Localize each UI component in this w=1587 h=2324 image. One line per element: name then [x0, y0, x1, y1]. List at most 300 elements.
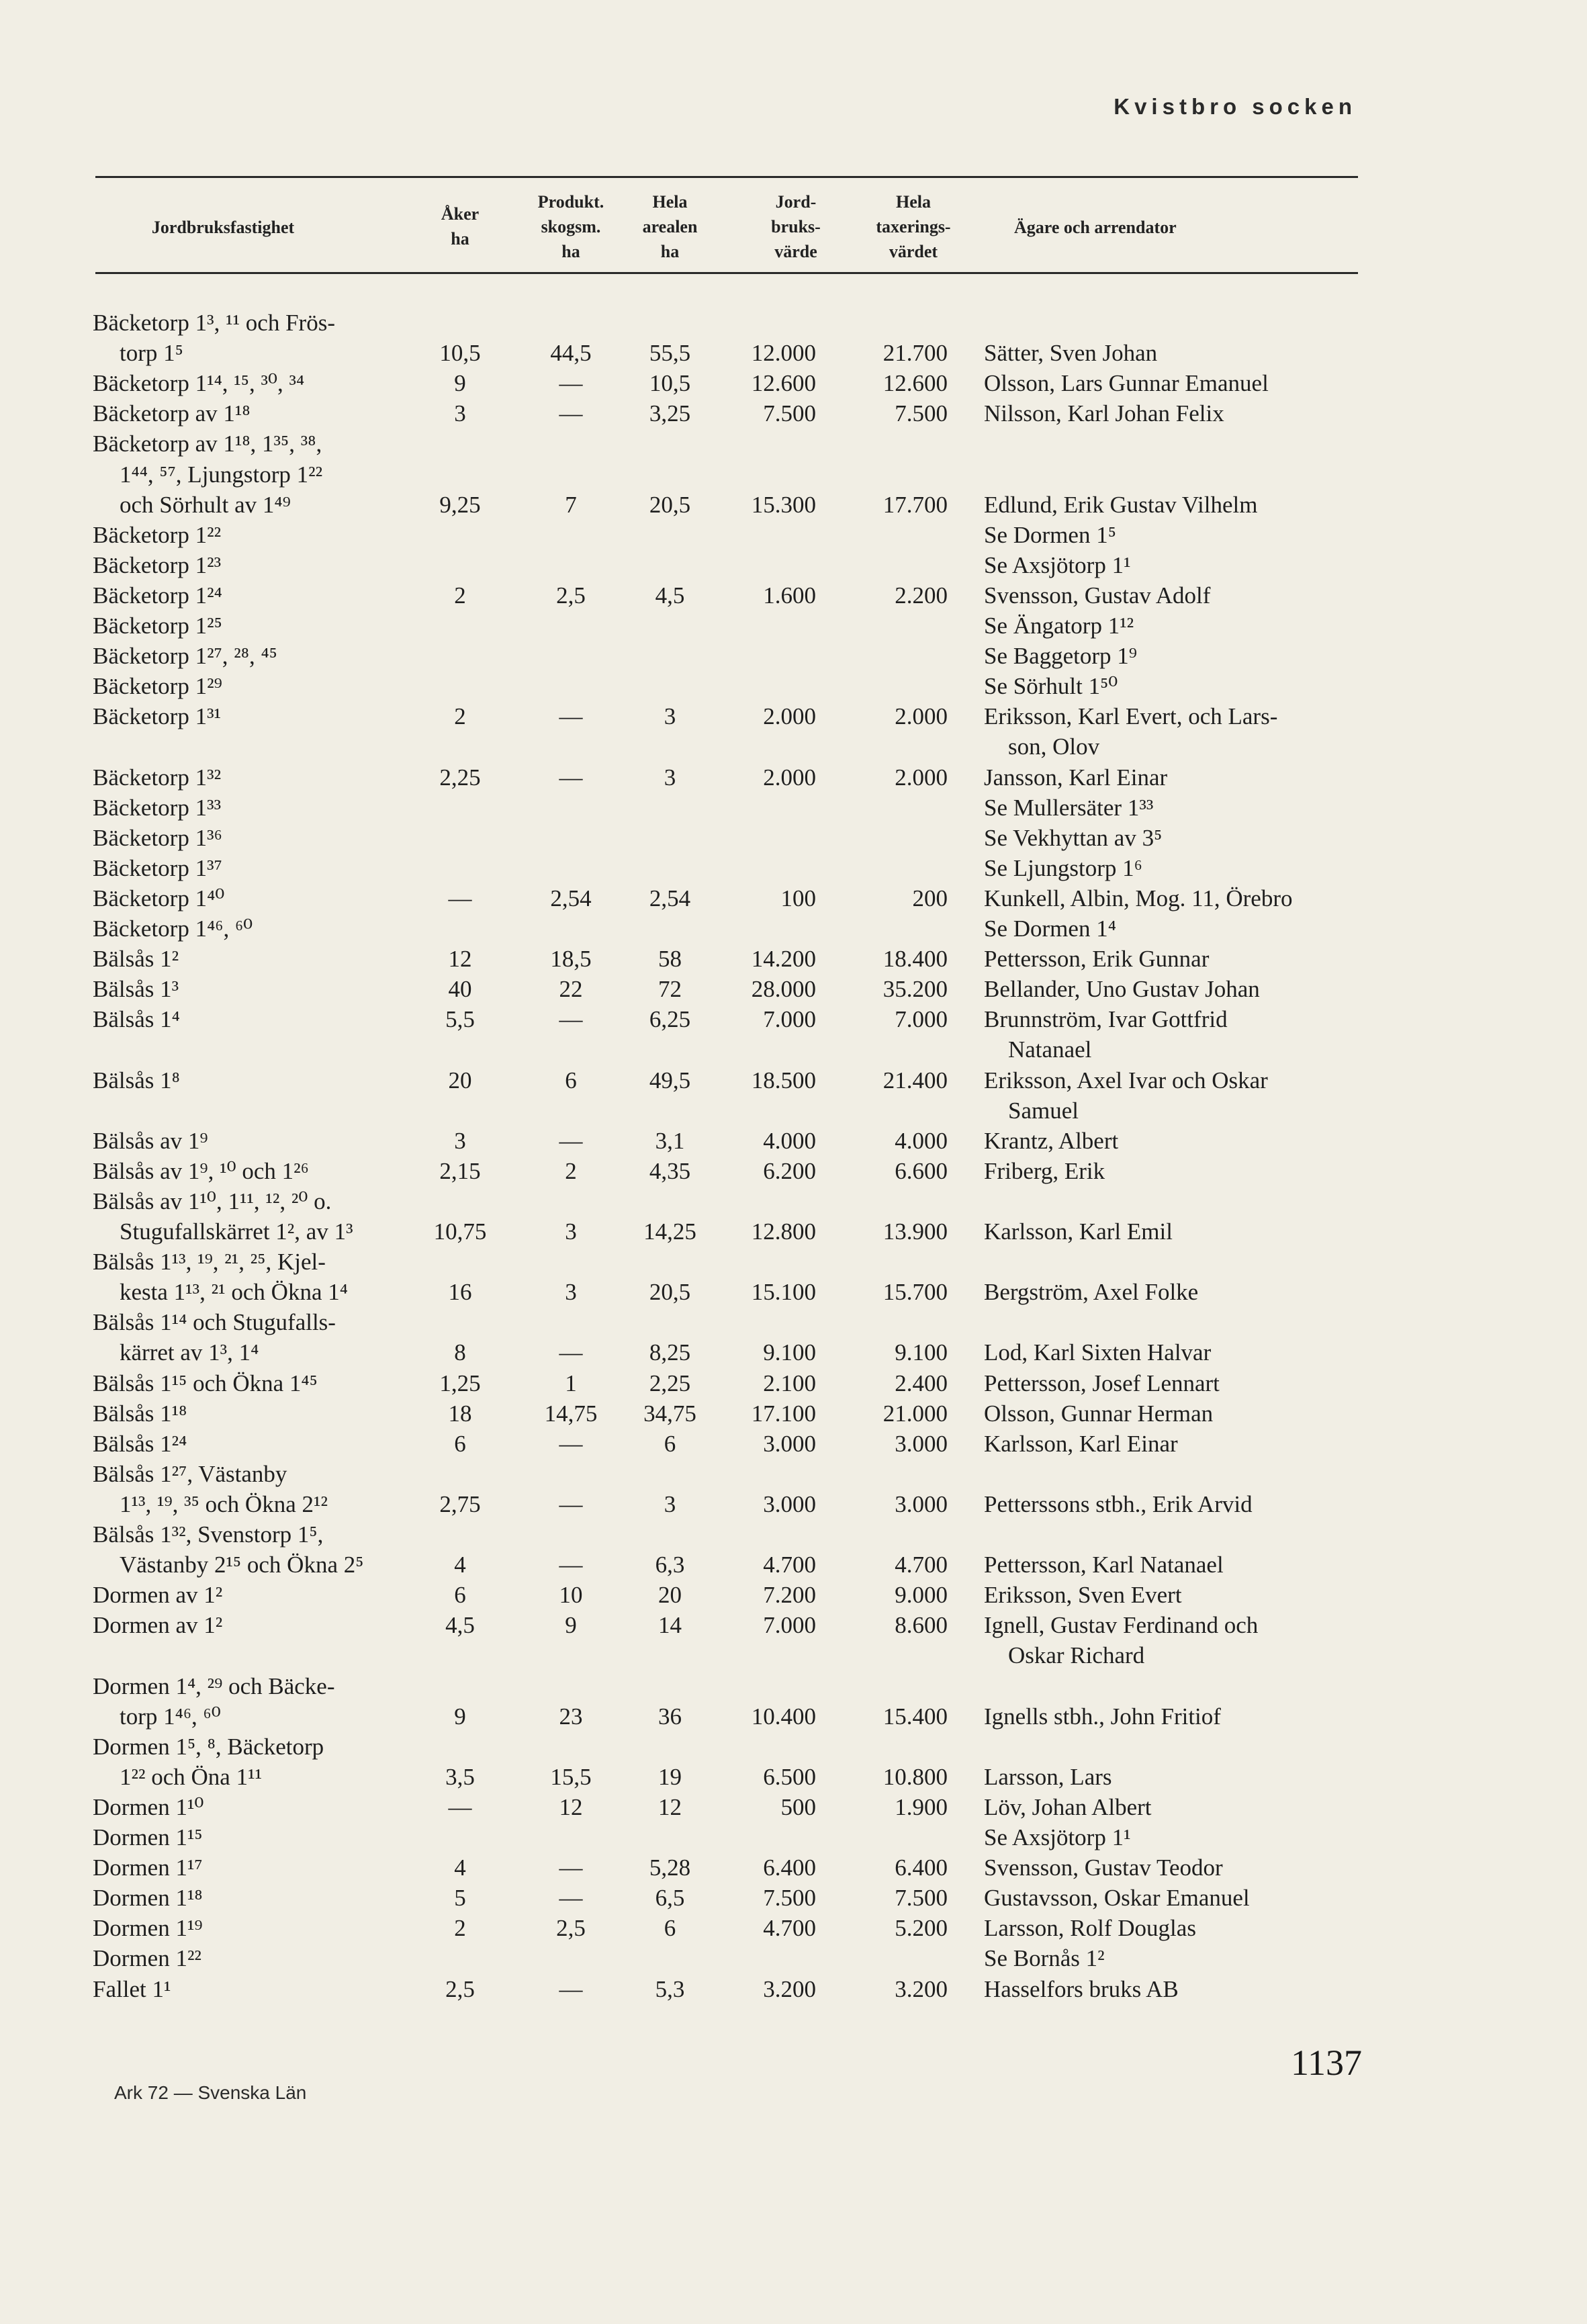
taxvarde-cell: 35.200	[882, 976, 948, 1002]
aker-cell: 2,15	[439, 1158, 481, 1184]
areal-cell: 4,5	[655, 582, 685, 609]
table-row	[0, 1034, 1587, 1065]
column-header-jordvarde: Jord- bruks- värde	[771, 192, 821, 261]
owner-cell: Se Mullersäter 1³³	[984, 795, 1154, 821]
property-cell: Dormen 1¹⁵	[93, 1824, 203, 1850]
table-row	[0, 308, 1587, 339]
owner-cell: Karlsson, Karl Emil	[984, 1218, 1173, 1245]
running-head: Kvistbro socken	[1114, 94, 1357, 119]
taxvarde-cell: 9.000	[895, 1582, 948, 1608]
table-row	[0, 913, 1587, 944]
owner-cell: Jansson, Karl Einar	[984, 764, 1168, 791]
areal-cell: 72	[658, 976, 682, 1002]
jordvarde-cell: 100	[780, 885, 816, 911]
jordvarde-cell: 17.100	[751, 1400, 816, 1427]
areal-cell: 6,3	[655, 1552, 685, 1578]
column-header-aker: Åker ha	[441, 204, 480, 249]
skog-cell: —	[559, 764, 583, 791]
aker-cell: 3	[454, 400, 466, 427]
table-row	[0, 1429, 1587, 1460]
property-cell: Bälsås 1⁴	[93, 1006, 180, 1032]
aker-cell: 5	[454, 1885, 466, 1911]
jordvarde-cell: 2.000	[763, 764, 816, 791]
taxvarde-cell: 8.600	[895, 1612, 948, 1638]
table-row	[0, 1943, 1587, 1974]
aker-cell: 1,25	[439, 1370, 481, 1396]
table-row	[0, 671, 1587, 702]
property-cell: kärret av 1³, 1⁴	[120, 1339, 259, 1366]
skog-cell: 23	[559, 1703, 583, 1730]
property-cell: Dormen 1¹⁹	[93, 1915, 203, 1941]
aker-cell: 20	[448, 1067, 472, 1093]
owner-cell: Eriksson, Karl Evert, och Lars-	[984, 703, 1278, 729]
property-cell: Bälsås av 1¹⁰, 1¹¹, ¹², ²⁰ o.	[93, 1188, 332, 1214]
owner-cell: Pettersson, Karl Natanael	[984, 1552, 1224, 1578]
areal-cell: 49,5	[649, 1067, 691, 1093]
taxvarde-cell: 7.500	[895, 400, 948, 427]
areal-cell: 5,3	[655, 1976, 685, 2002]
jordvarde-cell: 7.500	[763, 400, 816, 427]
table-row	[0, 1459, 1587, 1490]
aker-cell: 10,75	[433, 1218, 487, 1245]
owner-cell: Se Ljungstorp 1⁶	[984, 855, 1142, 881]
table-row	[0, 793, 1587, 823]
taxvarde-cell: 10.800	[882, 1764, 948, 1790]
taxvarde-cell: 2.200	[895, 582, 948, 609]
owner-cell: Karlsson, Karl Einar	[984, 1431, 1178, 1457]
table-row	[0, 1398, 1587, 1429]
skog-cell: —	[559, 1431, 583, 1457]
table-row	[0, 1186, 1587, 1217]
table-row	[0, 490, 1587, 521]
areal-cell: 3,25	[649, 400, 691, 427]
skog-cell: 2,5	[556, 582, 586, 609]
property-cell: Dormen 1¹⁰	[93, 1794, 204, 1820]
taxvarde-cell: 13.900	[882, 1218, 948, 1245]
aker-cell: 5,5	[445, 1006, 475, 1032]
table-row	[0, 1762, 1587, 1793]
page-footer: Ark 72 — Svenska Län	[114, 2082, 307, 2103]
owner-cell: Kunkell, Albin, Mog. 11, Örebro	[984, 885, 1293, 911]
aker-cell: 6	[454, 1431, 466, 1457]
table-row	[0, 550, 1587, 581]
property-cell: Dormen 1¹⁷	[93, 1854, 203, 1881]
property-cell: Bälsås av 1⁹	[93, 1128, 208, 1154]
table-row	[0, 1671, 1587, 1702]
aker-cell: 16	[448, 1279, 472, 1305]
skog-cell: 3	[565, 1279, 577, 1305]
table-row	[0, 459, 1587, 490]
jordvarde-cell: 9.100	[763, 1339, 816, 1366]
skog-cell: —	[559, 1854, 583, 1881]
property-cell: Bälsås 1²⁴	[93, 1431, 187, 1457]
owner-cell: Se Bornås 1²	[984, 1945, 1105, 1971]
owner-cell: Oskar Richard	[1008, 1642, 1145, 1668]
property-cell: Bäcketorp 1⁴⁶, ⁶⁰	[93, 915, 253, 942]
taxvarde-cell: 2.400	[895, 1370, 948, 1396]
owner-cell: Samuel	[1008, 1098, 1079, 1124]
taxvarde-cell: 2.000	[895, 764, 948, 791]
property-cell: Bäcketorp 1²²	[93, 522, 222, 548]
property-cell: Bäcketorp 1²⁵	[93, 613, 222, 639]
property-cell: Dormen 1⁴, ²⁹ och Bäcke-	[93, 1673, 335, 1699]
property-cell: kesta 1¹³, ²¹ och Ökna 1⁴	[120, 1279, 348, 1305]
areal-cell: 58	[658, 946, 682, 972]
jordvarde-cell: 28.000	[751, 976, 816, 1002]
table-row	[0, 1519, 1587, 1550]
property-cell: 1⁴⁴, ⁵⁷, Ljungstorp 1²²	[120, 461, 323, 488]
table-row	[0, 1732, 1587, 1762]
table-row	[0, 580, 1587, 611]
table-row	[0, 762, 1587, 793]
owner-cell: Ignells stbh., John Fritiof	[984, 1703, 1221, 1730]
table-row	[0, 1580, 1587, 1611]
skog-cell: 44,5	[550, 340, 592, 366]
aker-cell: 3	[454, 1128, 466, 1154]
aker-cell: 2	[454, 1915, 466, 1941]
owner-cell: Svensson, Gustav Teodor	[984, 1854, 1223, 1881]
column-header-owner: Ägare och arrendator	[1014, 218, 1177, 237]
table-row	[0, 1096, 1587, 1126]
taxvarde-cell: 200	[912, 885, 948, 911]
property-cell: Bäcketorp 1⁴⁰	[93, 885, 225, 911]
table-row	[0, 338, 1587, 369]
jordvarde-cell: 12.000	[751, 340, 816, 366]
jordvarde-cell: 7.000	[763, 1006, 816, 1032]
table-row	[0, 1156, 1587, 1187]
owner-cell: Eriksson, Axel Ivar och Oskar	[984, 1067, 1268, 1093]
jordvarde-cell: 1.600	[763, 582, 816, 609]
table-header-rule	[95, 272, 1358, 274]
property-cell: Bäcketorp 1¹⁴, ¹⁵, ³⁰, ³⁴	[93, 370, 305, 396]
property-cell: Bäcketorp 1³²	[93, 764, 222, 791]
owner-cell: Nilsson, Karl Johan Felix	[984, 400, 1224, 427]
table-row	[0, 1126, 1587, 1157]
taxvarde-cell: 3.200	[895, 1976, 948, 2002]
skog-cell: 2	[565, 1158, 577, 1184]
property-cell: Bäcketorp av 1¹⁸	[93, 400, 251, 427]
areal-cell: 6,25	[649, 1006, 691, 1032]
owner-cell: Se Sörhult 1⁵⁰	[984, 673, 1118, 699]
property-cell: 1¹³, ¹⁹, ³⁵ och Ökna 2¹²	[120, 1491, 328, 1517]
jordvarde-cell: 3.200	[763, 1976, 816, 2002]
owner-cell: Se Axsjötorp 1¹	[984, 552, 1131, 578]
aker-cell: 2,5	[445, 1976, 475, 2002]
skog-cell: 3	[565, 1218, 577, 1245]
property-cell: Dormen 1⁵, ⁸, Bäcketorp	[93, 1734, 324, 1760]
property-cell: Bälsås 1²	[93, 946, 179, 972]
property-cell: Bälsås 1³	[93, 976, 179, 1002]
taxvarde-cell: 15.400	[882, 1703, 948, 1730]
property-cell: Bälsås 1¹³, ¹⁹, ²¹, ²⁵, Kjel-	[93, 1249, 326, 1275]
property-cell: torp 1⁴⁶, ⁶⁰	[120, 1703, 221, 1730]
column-header-property: Jordbruksfastighet	[151, 218, 295, 237]
property-cell: 1²² och Öna 1¹¹	[120, 1764, 263, 1790]
owner-cell: Edlund, Erik Gustav Vilhelm	[984, 492, 1258, 518]
jordvarde-cell: 18.500	[751, 1067, 816, 1093]
jordvarde-cell: 14.200	[751, 946, 816, 972]
skog-cell: —	[559, 1339, 583, 1366]
areal-cell: 3,1	[655, 1128, 685, 1154]
property-cell: Bälsås 1¹⁵ och Ökna 1⁴⁵	[93, 1370, 318, 1396]
skog-cell: 1	[565, 1370, 577, 1396]
skog-cell: —	[559, 1006, 583, 1032]
table-row	[0, 1004, 1587, 1035]
page-number: 1137	[1291, 2043, 1362, 2083]
areal-cell: 3	[664, 1491, 676, 1517]
owner-cell: Friberg, Erik	[984, 1158, 1105, 1184]
owner-cell: Pettersson, Erik Gunnar	[984, 946, 1210, 972]
property-cell: Bälsås 1²⁷, Västanby	[93, 1461, 287, 1487]
aker-cell: —	[448, 885, 472, 911]
table-row	[0, 1307, 1587, 1338]
table-row	[0, 974, 1587, 1005]
jordvarde-cell: 12.600	[751, 370, 816, 396]
taxvarde-cell: 6.400	[895, 1854, 948, 1881]
jordvarde-cell: 15.100	[751, 1279, 816, 1305]
aker-cell: —	[448, 1794, 472, 1820]
table-row	[0, 1247, 1587, 1278]
jordvarde-cell: 2.100	[763, 1370, 816, 1396]
property-cell: Bälsås 1¹⁴ och Stugufalls-	[93, 1309, 336, 1335]
owner-cell: Pettersson, Josef Lennart	[984, 1370, 1220, 1396]
jordvarde-cell: 7.000	[763, 1612, 816, 1638]
property-cell: Dormen 1²²	[93, 1945, 201, 1971]
table-row	[0, 520, 1587, 551]
areal-cell: 3	[664, 703, 676, 729]
jordvarde-cell: 2.000	[763, 703, 816, 729]
property-cell: Dormen 1¹⁸	[93, 1885, 203, 1911]
table-row	[0, 1701, 1587, 1732]
owner-cell: Olsson, Gunnar Herman	[984, 1400, 1214, 1427]
column-header-areal: Hela arealen ha	[642, 192, 698, 261]
table-row	[0, 611, 1587, 641]
jordvarde-cell: 500	[780, 1794, 816, 1820]
table-row	[0, 853, 1587, 884]
taxvarde-cell: 12.600	[882, 370, 948, 396]
table-row	[0, 1883, 1587, 1914]
taxvarde-cell: 3.000	[895, 1491, 948, 1517]
areal-cell: 20,5	[649, 492, 691, 518]
owner-cell: Se Dormen 1⁴	[984, 915, 1116, 942]
owner-cell: Larsson, Lars	[984, 1764, 1112, 1790]
skog-cell: 10	[559, 1582, 583, 1608]
skog-cell: 12	[559, 1794, 583, 1820]
skog-cell: —	[559, 1976, 583, 2002]
jordvarde-cell: 15.300	[751, 492, 816, 518]
table-row	[0, 398, 1587, 429]
taxvarde-cell: 7.500	[895, 1885, 948, 1911]
aker-cell: 40	[448, 976, 472, 1002]
areal-cell: 6	[664, 1915, 676, 1941]
areal-cell: 4,35	[649, 1158, 691, 1184]
property-cell: Bäcketorp av 1¹⁸, 1³⁵, ³⁸,	[93, 431, 322, 457]
owner-cell: Sätter, Sven Johan	[984, 340, 1158, 366]
table-row	[0, 1216, 1587, 1247]
taxvarde-cell: 21.400	[882, 1067, 948, 1093]
taxvarde-cell: 1.900	[895, 1794, 948, 1820]
skog-cell: 2,54	[550, 885, 592, 911]
owner-cell: Gustavsson, Oskar Emanuel	[984, 1885, 1250, 1911]
aker-cell: 4,5	[445, 1612, 475, 1638]
taxvarde-cell: 18.400	[882, 946, 948, 972]
property-cell: Fallet 1¹	[93, 1976, 171, 2002]
table-row	[0, 944, 1587, 975]
jordvarde-cell: 4.700	[763, 1552, 816, 1578]
table-row	[0, 1974, 1587, 2005]
areal-cell: 2,25	[649, 1370, 691, 1396]
owner-cell: Bergström, Axel Folke	[984, 1279, 1199, 1305]
property-cell: Bäcketorp 1³³	[93, 795, 222, 821]
table-row	[0, 1277, 1587, 1308]
areal-cell: 55,5	[649, 340, 691, 366]
jordvarde-cell: 10.400	[751, 1703, 816, 1730]
owner-cell: Hasselfors bruks AB	[984, 1976, 1179, 2002]
areal-cell: 5,28	[649, 1854, 691, 1881]
owner-cell: Larsson, Rolf Douglas	[984, 1915, 1196, 1941]
property-cell: Bäcketorp 1³, ¹¹ och Frös-	[93, 310, 335, 336]
owner-cell: Se Dormen 1⁵	[984, 522, 1116, 548]
skog-cell: 9	[565, 1612, 577, 1638]
areal-cell: 36	[658, 1703, 682, 1730]
table-row	[0, 1337, 1587, 1368]
areal-cell: 14	[658, 1612, 682, 1638]
aker-cell: 2	[454, 582, 466, 609]
owner-cell: Se Axsjötorp 1¹	[984, 1824, 1131, 1850]
table-row	[0, 823, 1587, 854]
owner-cell: Löv, Johan Albert	[984, 1794, 1152, 1820]
aker-cell: 2,75	[439, 1491, 481, 1517]
property-cell: Västanby 2¹⁵ och Ökna 2⁵	[120, 1552, 364, 1578]
aker-cell: 9,25	[439, 492, 481, 518]
jordvarde-cell: 7.200	[763, 1582, 816, 1608]
aker-cell: 4	[454, 1854, 466, 1881]
skog-cell: 7	[565, 492, 577, 518]
areal-cell: 3	[664, 764, 676, 791]
property-cell: Bälsås 1¹⁸	[93, 1400, 187, 1427]
skog-cell: 6	[565, 1067, 577, 1093]
taxvarde-cell: 4.700	[895, 1552, 948, 1578]
aker-cell: 9	[454, 370, 466, 396]
jordvarde-cell: 6.500	[763, 1764, 816, 1790]
aker-cell: 3,5	[445, 1764, 475, 1790]
skog-cell: —	[559, 1552, 583, 1578]
table-row	[0, 1852, 1587, 1883]
table-row	[0, 368, 1587, 399]
table-row	[0, 1822, 1587, 1853]
jordvarde-cell: 4.700	[763, 1915, 816, 1941]
areal-cell: 14,25	[643, 1218, 696, 1245]
owner-cell: Olsson, Lars Gunnar Emanuel	[984, 370, 1269, 396]
skog-cell: —	[559, 1885, 583, 1911]
taxvarde-cell: 9.100	[895, 1339, 948, 1366]
owner-cell: Krantz, Albert	[984, 1128, 1119, 1154]
areal-cell: 19	[658, 1764, 682, 1790]
areal-cell: 2,54	[649, 885, 691, 911]
taxvarde-cell: 15.700	[882, 1279, 948, 1305]
column-header-taxvarde: Hela taxerings- värdet	[876, 192, 951, 261]
table-row	[0, 641, 1587, 672]
table-row	[0, 1913, 1587, 1944]
owner-cell: Ignell, Gustav Ferdinand och	[984, 1612, 1259, 1638]
owner-cell: Svensson, Gustav Adolf	[984, 582, 1211, 609]
skog-cell: 14,75	[544, 1400, 598, 1427]
aker-cell: 10,5	[439, 340, 481, 366]
property-cell: Bäcketorp 1²³	[93, 552, 222, 578]
skog-cell: —	[559, 703, 583, 729]
jordvarde-cell: 6.200	[763, 1158, 816, 1184]
property-cell: Bäcketorp 1²⁴	[93, 582, 222, 609]
property-cell: Dormen av 1²	[93, 1612, 223, 1638]
owner-cell: Natanael	[1008, 1036, 1092, 1063]
aker-cell: 12	[448, 946, 472, 972]
taxvarde-cell: 6.600	[895, 1158, 948, 1184]
column-header-skog: Produkt. skogsm. ha	[537, 192, 604, 261]
owner-cell: Petterssons stbh., Erik Arvid	[984, 1491, 1253, 1517]
jordvarde-cell: 3.000	[763, 1491, 816, 1517]
taxvarde-cell: 3.000	[895, 1431, 948, 1457]
property-cell: Dormen av 1²	[93, 1582, 223, 1608]
areal-cell: 6	[664, 1431, 676, 1457]
skog-cell: —	[559, 370, 583, 396]
owner-cell: Brunnström, Ivar Gottfrid	[984, 1006, 1228, 1032]
property-cell: Bälsås av 1⁹, ¹⁰ och 1²⁶	[93, 1158, 309, 1184]
jordvarde-cell: 3.000	[763, 1431, 816, 1457]
aker-cell: 2,25	[439, 764, 481, 791]
aker-cell: 4	[454, 1552, 466, 1578]
aker-cell: 8	[454, 1339, 466, 1366]
aker-cell: 9	[454, 1703, 466, 1730]
table-row	[0, 701, 1587, 732]
skog-cell: —	[559, 1128, 583, 1154]
taxvarde-cell: 21.700	[882, 340, 948, 366]
jordvarde-cell: 4.000	[763, 1128, 816, 1154]
owner-cell: Se Baggetorp 1⁹	[984, 643, 1137, 669]
property-cell: Bäcketorp 1²⁹	[93, 673, 222, 699]
property-cell: Bäcketorp 1²⁷, ²⁸, ⁴⁵	[93, 643, 277, 669]
jordvarde-cell: 12.800	[751, 1218, 816, 1245]
skog-cell: —	[559, 1491, 583, 1517]
taxvarde-cell: 21.000	[882, 1400, 948, 1427]
aker-cell: 18	[448, 1400, 472, 1427]
aker-cell: 2	[454, 703, 466, 729]
taxvarde-cell: 2.000	[895, 703, 948, 729]
areal-cell: 8,25	[649, 1339, 691, 1366]
skog-cell: 22	[559, 976, 583, 1002]
property-cell: torp 1⁵	[120, 340, 183, 366]
property-cell: Bälsås 1³², Svenstorp 1⁵,	[93, 1521, 324, 1548]
table-row	[0, 429, 1587, 459]
table-row	[0, 731, 1587, 762]
table-row	[0, 1368, 1587, 1399]
areal-cell: 20	[658, 1582, 682, 1608]
jordvarde-cell: 7.500	[763, 1885, 816, 1911]
table-top-rule	[95, 176, 1358, 178]
skog-cell: —	[559, 400, 583, 427]
table-row	[0, 1550, 1587, 1580]
areal-cell: 20,5	[649, 1279, 691, 1305]
owner-cell: son, Olov	[1008, 733, 1100, 760]
property-cell: Stugufallskärret 1², av 1³	[120, 1218, 353, 1245]
table-row	[0, 1640, 1587, 1671]
table-row	[0, 883, 1587, 914]
table-row	[0, 1610, 1587, 1641]
aker-cell: 6	[454, 1582, 466, 1608]
owner-cell: Bellander, Uno Gustav Johan	[984, 976, 1260, 1002]
skog-cell: 18,5	[550, 946, 592, 972]
table-row	[0, 1489, 1587, 1520]
taxvarde-cell: 17.700	[882, 492, 948, 518]
